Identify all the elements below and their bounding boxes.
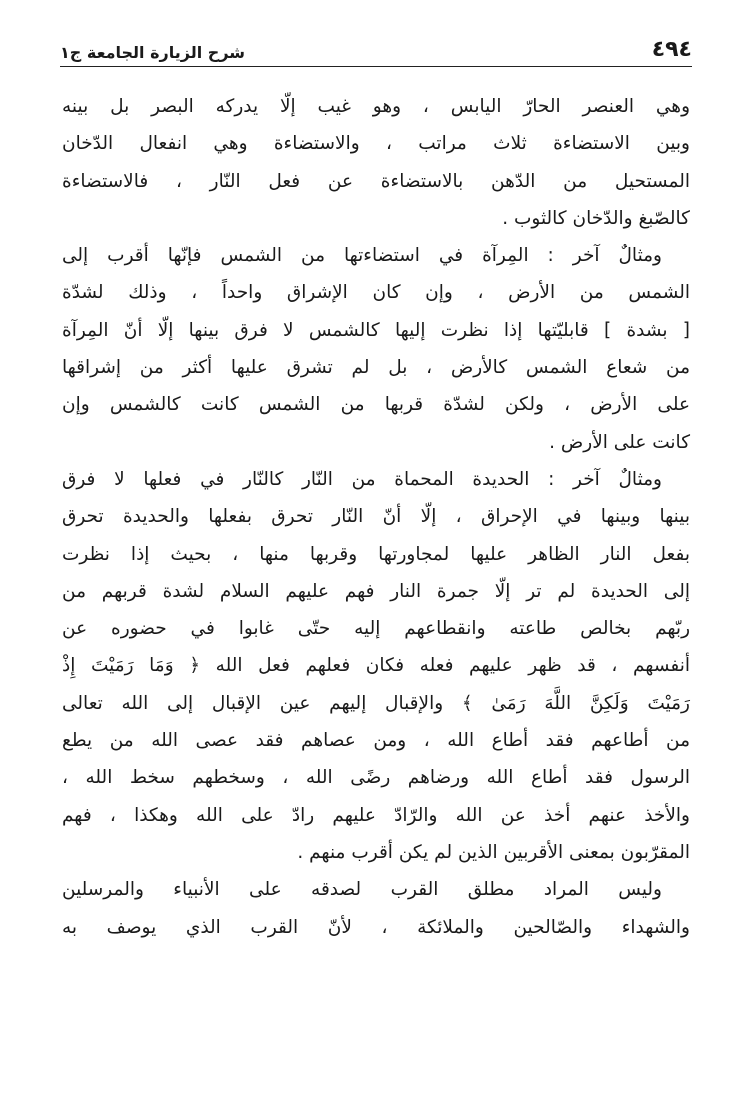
- header-divider: [60, 66, 692, 67]
- text-line: من أطاعهم فقد أطاع الله ، ومن عصاهم فقد عصى الله من يطع: [62, 730, 690, 752]
- paragraph-3: [62, 461, 690, 871]
- text-line-with-quran-verse: رَمَيْتَ وَلَكِنَّ اللَّهَ رَمَىٰ ﴾ والإقبال إليهم عين الإقبال إلى الله تعالى: [62, 692, 690, 714]
- text-line: المستحيل من الدّهن بالاستضاءة عن فعل النّار ، فالاستضاءة: [62, 170, 690, 192]
- text-line: كالصّبغ والدّخان كالثوب .: [502, 207, 690, 229]
- text-line: بينها وبينها في الإحراق ، إلّا أنّ النّار تحرق بفعلها والحديدة تحرق: [62, 506, 690, 528]
- text-line: ربّهم بخالص طاعته وانقطاعهم إليه حتّى غابوا في حضوره عن: [62, 618, 690, 640]
- body-text: [62, 88, 690, 946]
- text-line: من شعاع الشمس كالأرض ، بل لم تشرق عليها أكثر من إشراقها: [62, 357, 690, 379]
- text-line: وهي العنصر الحارّ اليابس ، وهو غيب إلّا يدركه البصر بل بينه: [62, 96, 690, 117]
- page-header: [60, 22, 692, 62]
- text-line: بفعل النار الظاهر عليها لمجاورتها وقربها منها ، بحيث إذا نظرت: [62, 543, 690, 565]
- page-number: ٤٩٤: [651, 37, 692, 62]
- text-line: [ بشدة ] قابليّتها إذا نظرت إليها كالشمس لا فرق بينها إلّا أنّ المِرآة: [62, 319, 690, 341]
- paragraph-2: [62, 237, 690, 461]
- text-line: والأخذ عنهم أخذ عن الله والرّادّ عليهم رادّ على الله وهكذا ، فهم: [62, 804, 690, 826]
- text-line: والشهداء والصّالحين والملائكة ، لأنّ القرب الذي يوصف به: [62, 916, 690, 938]
- paragraph-4: [62, 871, 690, 946]
- text-line: الشمس من الأرض ، وإن كان الإشراق واحداً ، وذلك لشدّة: [62, 282, 690, 304]
- text-line: المقرّبون بمعنى الأقربين الذين لم يكن أقرب منهم .: [297, 841, 690, 863]
- text-line-with-quran-verse: أنفسهم ، قد ظهر عليهم فعله فكان فعلهم فعل الله ﴿ وَمَا رَمَيْتَ إِذْ: [62, 655, 690, 677]
- text-line: ومثالٌ آخر : المِرآة في استضاءتها من الشمس فإنّها أقرب إلى: [62, 245, 662, 267]
- text-line: الرسول فقد أطاع الله ورضاهم رضًى الله ، وسخطهم سخط الله ،: [62, 767, 690, 789]
- text-line: ومثالٌ آخر : الحديدة المحماة من النّار كالنّار في فعلها لا فرق: [62, 468, 662, 490]
- running-title: شرح الزيارة الجامعة ج١: [60, 43, 246, 62]
- text-line: وبين الاستضاءة ثلاث مراتب ، والاستضاءة وهي انفعال الدّخان: [62, 133, 690, 155]
- text-line: إلى الحديدة لم تر إلّا جمرة النار فهم عليهم السلام لشدة قربهم من: [62, 580, 690, 602]
- text-line: كانت على الأرض .: [549, 431, 690, 453]
- text-line: على الأرض ، ولكن لشدّة قربها من الشمس كانت كالشمس وإن: [62, 394, 690, 416]
- text-line: وليس المراد مطلق القرب لصدقه على الأنبياء والمرسلين: [62, 879, 662, 901]
- paragraph-1: [62, 88, 690, 237]
